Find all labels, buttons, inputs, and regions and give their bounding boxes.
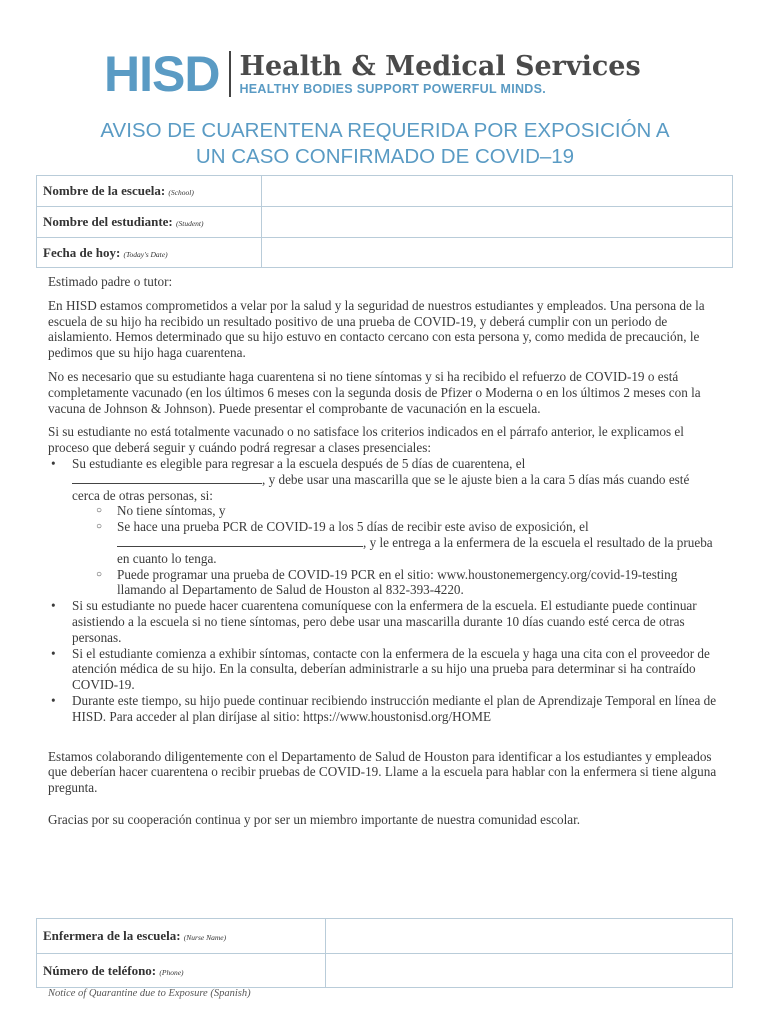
sub-list-item: ○ Puede programar una prueba de COVID-19 PCR en el sitio: www.houstonemergency.org/covid-19-testing llamando al Departamento de Salud de Houston al 832-393-4220. (72, 567, 718, 599)
test-date-blank[interactable] (117, 535, 363, 547)
school-name-field[interactable] (262, 176, 733, 207)
school-name-label: Nombre de la escuela: (School) (37, 176, 262, 207)
phone-field[interactable] (326, 954, 733, 988)
hisd-logo: HISD (104, 46, 220, 102)
nurse-name-field[interactable] (326, 919, 733, 954)
nurse-name-label: Enfermera de la escuela: (Nurse Name) (37, 919, 326, 954)
paragraph-thanks: Gracias por su cooperación continua y por ser un miembro importante de nuestra comunidad escolar. (48, 811, 581, 827)
student-name-field[interactable] (262, 207, 733, 238)
phone-label: Número de teléfono: (Phone) (37, 954, 326, 988)
paragraph-process: Si su estudiante no está totalmente vacunado o no satisface los criterios indicados en el párrafo anterior, le explicamos el proceso que deberá seguir y cuándo podrá regresar a clases presenciales: (48, 424, 684, 456)
brand-block (239, 52, 640, 96)
instruction-list (48, 456, 718, 725)
paragraph-vaccinated: No es necesario que su estudiante haga cuarentena si no tiene síntomas y si ha recibido el refuerzo de COVID-19 o está completamente vacunado (en los últimos 6 meses con la segunda dosis de Pfizer o Moderna o en los últimos 2 meses con la vacuna de Johnson & Johnson). Puede presentar el comprobante de vacunación en la escuela. (48, 368, 701, 416)
list-item: • Su estudiante es elegible para regresar a la escuela después de 5 días de cuarentena, el , y debe usar una mascarilla que se le ajuste bien a la cara 5 días más cuando esté cerca de otras personas, si: ○ No tiene síntomas, y ○ Se hace una prueba PCR de COVID-19 a los 5 días de recibir este aviso de exposición, el , y le entrega a la enfermera de la escuela el resultado de la prueba en cuanto lo tenga. ○ Puede programar una prueba de COVID-19 PCR en el sitio: www.houstonemergency.org/covid-19-testing llamando al Departamento de Salud de Houston al 832-393-4220. (48, 456, 718, 598)
title-line-2: UN CASO CONFIRMADO DE COVID–19 (195, 145, 575, 168)
list-item: • Si el estudiante comienza a exhibir síntomas, contacte con la enfermera de la escuela y haga una cita con el proveedor de atención médica de su hijo. En la consulta, deberían administrarle a su hijo una prueba para determinar si ha contraído COVID-19. (48, 646, 718, 693)
footer-note: Notice of Quarantine due to Exposure (Spanish) (48, 988, 251, 999)
brand-title: Health & Medical Services (239, 51, 641, 82)
student-info-form (36, 175, 733, 268)
student-name-label: Nombre del estudiante: (Student) (37, 207, 262, 238)
title-line-1: AVISO DE CUARENTENA REQUERIDA POR EXPOSICIÓN A (100, 119, 670, 142)
sub-list (72, 503, 718, 598)
nurse-info-form (36, 918, 733, 988)
date-field[interactable] (262, 238, 733, 268)
greeting: Estimado padre o tutor: (48, 274, 173, 289)
letterhead (104, 46, 641, 102)
logo-divider (229, 51, 231, 97)
list-item: • Durante este tiempo, su hijo puede continuar recibiendo instrucción mediante el plan de Aprendizaje Temporal en línea de HISD. Para acceder al plan diríjase al sitio: https://www.houstonisd.org/HOME (48, 693, 718, 725)
page-title (0, 118, 770, 170)
sub-list-item: ○ Se hace una prueba PCR de COVID-19 a los 5 días de recibir este aviso de exposición, el , y le entrega a la enfermera de la escuela el resultado de la prueba en cuanto lo tenga. (72, 519, 718, 566)
letter-body (48, 274, 718, 836)
sub-list-item: ○ No tiene síntomas, y (72, 503, 718, 519)
brand-tagline: HEALTHY BODIES SUPPORT POWERFUL MINDS. (239, 82, 547, 96)
list-item: • Si su estudiante no puede hacer cuarentena comuníquese con la enfermera de la escuela. El estudiante puede continuar asistiendo a la escuela si no tiene síntomas, pero debe usar una mascarilla durante 10 días cuando esté cerca de otras personas. (48, 598, 718, 645)
paragraph-intro: En HISD estamos comprometidos a velar por la salud y la seguridad de nuestros estudiantes y empleados. Una persona de la escuela de su hijo ha recibido un resultado positivo de una prueba de COVID-19, y deberá cumplir con un periodo de aislamiento. Hemos determinado que su hijo estuvo en contacto cercano con esta persona y, como medida de precaución, le pedimos que su hijo haga cuarentena. (48, 297, 705, 361)
return-date-blank[interactable] (72, 472, 262, 484)
paragraph-collaboration: Estamos colaborando diligentemente con el Departamento de Salud de Houston para identificar a los estudiantes y empleados que deberían hacer cuarentena o recibir pruebas de COVID-19. Llame a la escuela para hablar con la enfermera si tiene alguna pregunta. (48, 748, 717, 796)
date-label: Fecha de hoy: (Today's Date) (37, 238, 262, 268)
